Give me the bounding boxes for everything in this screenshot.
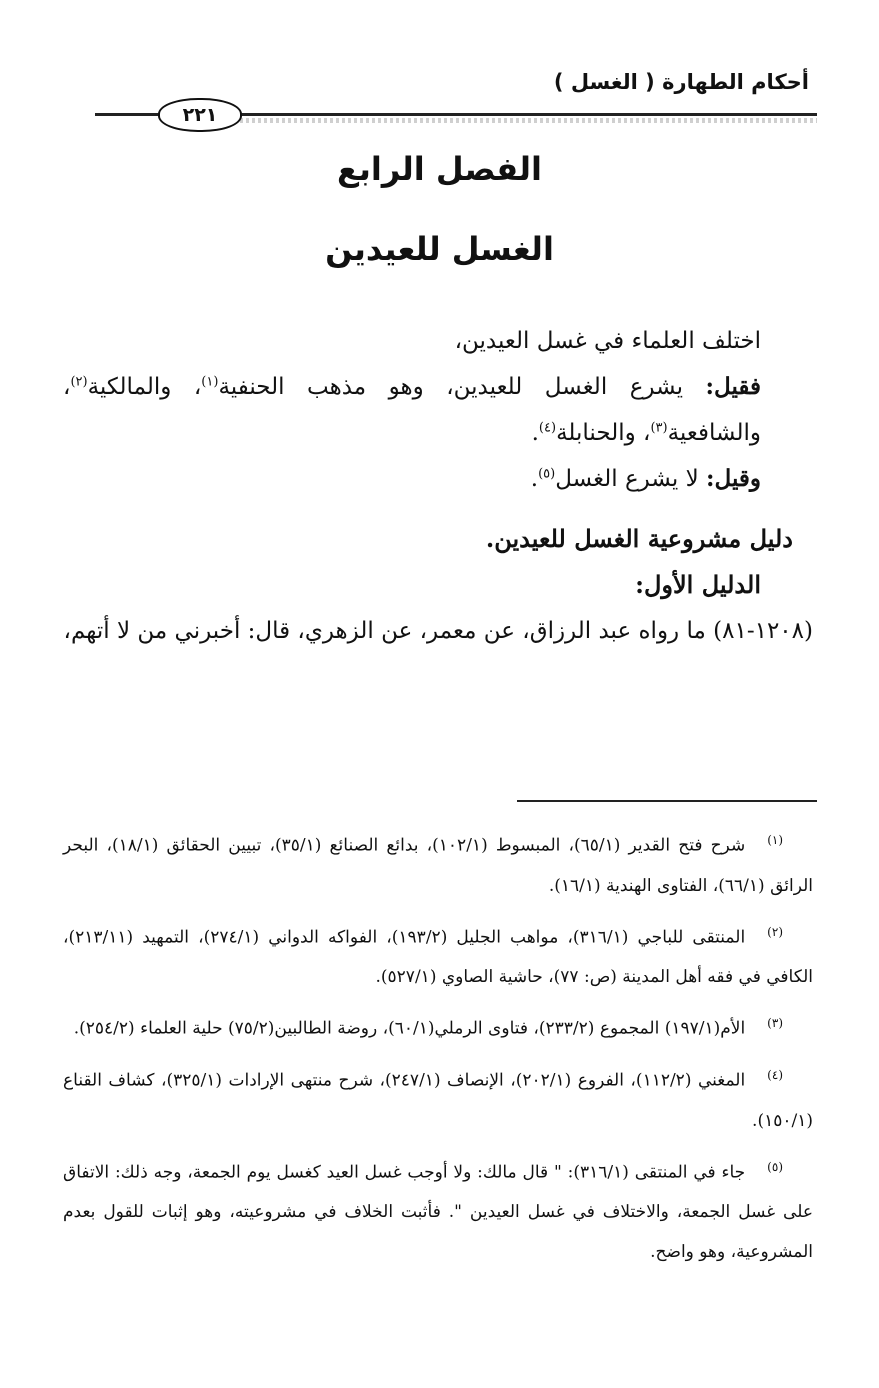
body-text — [63, 318, 813, 654]
section-heading: دليل مشروعية الغسل للعيدين. — [485, 524, 793, 553]
footnote-2 — [63, 912, 813, 998]
opinion-2-text: لا يشرع الغسل — [555, 466, 707, 492]
footnote-1 — [63, 820, 813, 906]
footnote-mark: (٣) — [767, 1016, 783, 1031]
intro-paragraph: اختلف العلماء في غسل العيدين، — [454, 328, 761, 354]
opinion-1-text: يشرع الغسل للعيدين، وهو مذهب الحنفية — [218, 374, 706, 400]
footnote-5 — [63, 1147, 813, 1273]
opinion-2-lead: وقيل: — [706, 465, 761, 492]
footnote-mark: (١) — [767, 833, 784, 847]
opinion-1-paragraph — [63, 364, 813, 456]
first-evidence-heading: الدليل الأول: — [635, 570, 761, 599]
footnote-text: شرح فتح القدير (٦٥/١)، المبسوط (١٠٢/١)، بدائع الصنائع (٣٥/١)، تبيين الحقائق (١٨/١)، البحر الرائق (٦٦/١)، الفتاوى الهندية (١٦/١). — [63, 835, 813, 896]
header-ornament — [240, 118, 817, 123]
footnote-separator — [517, 800, 817, 802]
opinion-1-text: ، والحنابلة — [556, 420, 651, 446]
footnote-3 — [63, 1003, 813, 1049]
opinion-1-text: ، والمالكية — [87, 374, 202, 400]
footnote-4 — [63, 1055, 813, 1141]
footnote-text: المنتقى للباجي (٣١٦/١)، مواهب الجليل (١٩٣/٢)، الفواكه الدواني (٢٧٤/١)، التمهيد (٢١٣/١١)، الكافي في فقه أهل المدينة (ص: ٧٧)، حاشية الصاوي (٥٢٧/١). — [63, 927, 813, 988]
opinion-2-paragraph — [63, 456, 813, 502]
footnotes — [63, 820, 813, 1278]
running-title: أحكام الطهارة ( الغسل ) — [553, 70, 809, 94]
footnote-ref-2[interactable]: (٢) — [70, 374, 88, 390]
opinion-2-end: . — [530, 466, 539, 492]
footnote-mark: (٤) — [767, 1067, 783, 1082]
narration-paragraph: (١٢٠٨-٨١) ما رواه عبد الرزاق، عن معمر، عن الزهري، قال: أخبرني من لا أتهم، — [63, 618, 813, 644]
footnote-text: الأم(١٩٧/١) المجموع (٢٣٣/٢)، فتاوى الرملي(٦٠/١)، روضة الطالبين(٧٥/٢) حلية العلماء (٢٥٤/٢). — [73, 1018, 746, 1039]
footnote-ref-1[interactable]: (١) — [201, 374, 219, 390]
footnote-text: المغني (١١٢/٢)، الفروع (٢٠٢/١)، الإنصاف (٢٤٧/١)، شرح منتهى الإرادات (٣٢٥/١)، كشاف القناع (١٥٠/١). — [63, 1070, 813, 1131]
opinion-1-lead: فقيل: — [705, 373, 762, 400]
footnote-mark: (٢) — [767, 924, 783, 939]
footnote-ref-5[interactable]: (٥) — [538, 466, 556, 482]
footnote-ref-4[interactable]: (٤) — [538, 420, 557, 436]
footnote-ref-3[interactable]: (٣) — [650, 420, 668, 436]
footnote-text: جاء في المنتقى (٣١٦/١): " قال مالك: ولا أوجب غسل العيد كغسل يوم الجمعة، وجه ذلك: الاتفاق على غسل الجمعة، والاختلاف في غسل العيدين ". فأثبت الخلاف في مشروعيته، وهو إثبات للقول بعدم المشروعية، وهو واضح. — [63, 1162, 813, 1263]
page-number: ٢٢١ — [158, 98, 242, 132]
opinion-1-text: ، والشافعية — [63, 374, 761, 446]
chapter-label: الفصل الرابع — [337, 150, 542, 188]
footnote-mark: (٥) — [767, 1159, 783, 1174]
opinion-1-text: . — [531, 420, 539, 446]
chapter-title: الغسل للعيدين — [325, 230, 554, 268]
